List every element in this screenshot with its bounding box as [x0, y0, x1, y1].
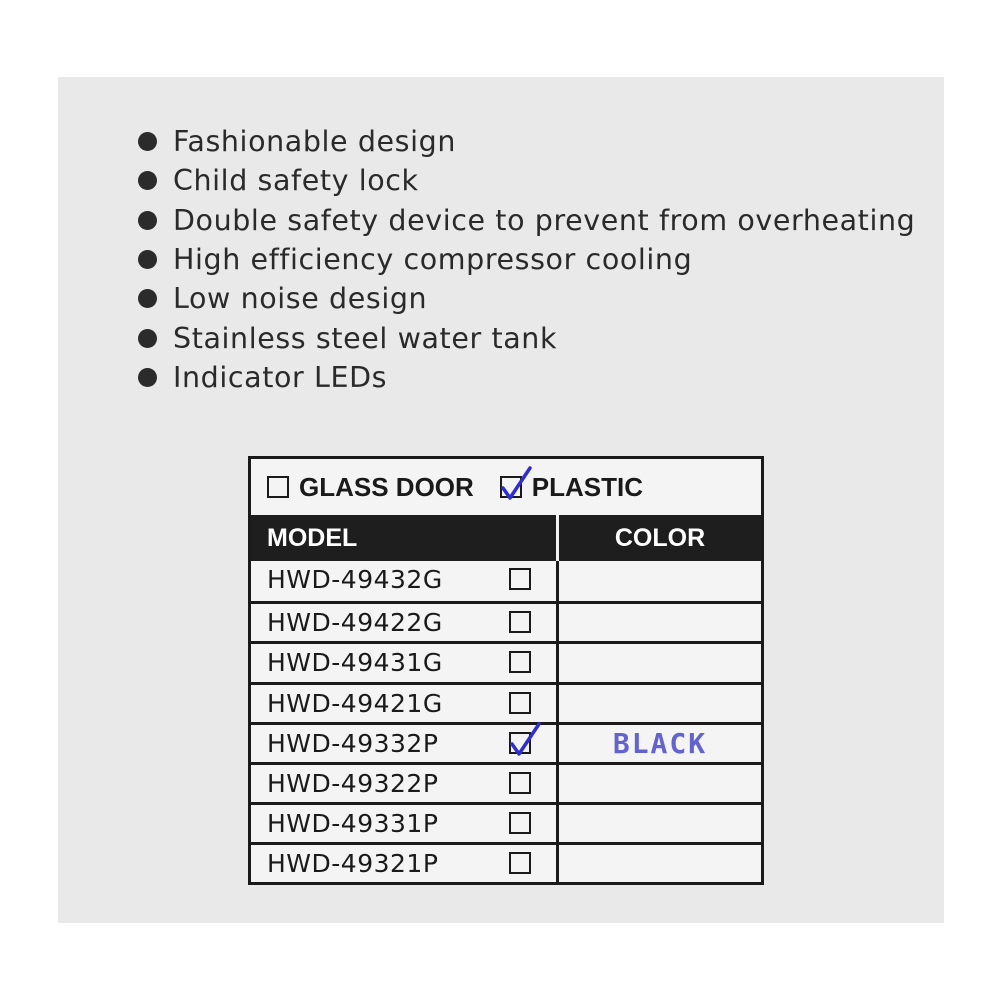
feature-item [138, 161, 915, 200]
table-row [251, 802, 761, 842]
table-row [251, 641, 761, 681]
bullet-icon [138, 132, 157, 151]
model-rows [251, 561, 761, 883]
color-header: COLOR [614, 524, 706, 552]
model-checkbox[interactable] [509, 568, 531, 590]
feature-text: Double safety device to prevent from overheating [173, 203, 916, 237]
color-cell: BLACK [612, 726, 708, 760]
model-name: HWD-49432G [267, 565, 443, 594]
table-row [251, 561, 761, 601]
column-divider [556, 685, 559, 722]
bullet-icon [138, 250, 157, 269]
bullet-icon [138, 329, 157, 348]
model-name: HWD-49421G [267, 688, 443, 718]
table-row [251, 842, 761, 882]
checkmark-icon [509, 722, 541, 756]
bullet-icon [138, 211, 157, 230]
model-name: HWD-49332P [267, 728, 439, 758]
model-checkbox[interactable] [509, 772, 531, 794]
door-type-row [251, 459, 761, 515]
feature-item [138, 240, 915, 279]
checkmark-icon [500, 466, 532, 500]
column-divider [556, 561, 559, 601]
column-divider [556, 805, 559, 842]
model-checkbox[interactable] [509, 812, 531, 834]
door-type-option[interactable] [500, 472, 643, 503]
bullet-icon [138, 171, 157, 190]
column-divider [556, 604, 559, 641]
door-type-checkbox[interactable] [500, 476, 522, 498]
model-header: MODEL [267, 524, 358, 552]
column-divider [556, 644, 559, 681]
door-type-checkbox[interactable] [267, 476, 289, 498]
table-row [251, 682, 761, 722]
feature-text: Fashionable design [173, 125, 456, 159]
door-type-option[interactable] [267, 472, 474, 503]
model-name: HWD-49331P [267, 809, 439, 839]
model-checkbox[interactable] [509, 732, 531, 754]
model-name: HWD-49431G [267, 648, 443, 678]
feature-text: Child safety lock [173, 164, 419, 198]
table-row [251, 762, 761, 802]
model-selection-table [248, 456, 764, 885]
column-divider [556, 765, 559, 802]
feature-item [138, 122, 915, 161]
model-name: HWD-49321P [267, 849, 439, 879]
column-divider [556, 845, 559, 882]
model-name: HWD-49422G [267, 608, 443, 638]
table-row [251, 601, 761, 641]
feature-item [138, 201, 915, 240]
feature-item [138, 318, 915, 357]
feature-text: Low noise design [173, 282, 428, 316]
feature-text: Indicator LEDs [173, 360, 388, 394]
model-checkbox[interactable] [509, 611, 531, 633]
feature-text: High efficiency compressor cooling [173, 243, 693, 277]
door-type-label: GLASS DOOR [299, 471, 474, 502]
model-checkbox[interactable] [509, 651, 531, 673]
feature-text: Stainless steel water tank [173, 321, 558, 355]
door-type-label: PLASTIC [531, 471, 644, 502]
model-name: HWD-49322P [267, 768, 439, 798]
bullet-icon [138, 289, 157, 308]
model-checkbox[interactable] [509, 692, 531, 714]
feature-item [138, 358, 915, 397]
model-checkbox[interactable] [509, 852, 531, 874]
table-row [251, 722, 761, 762]
feature-item [138, 279, 915, 318]
feature-list [138, 122, 915, 397]
table-header [251, 515, 761, 561]
bullet-icon [138, 368, 157, 387]
